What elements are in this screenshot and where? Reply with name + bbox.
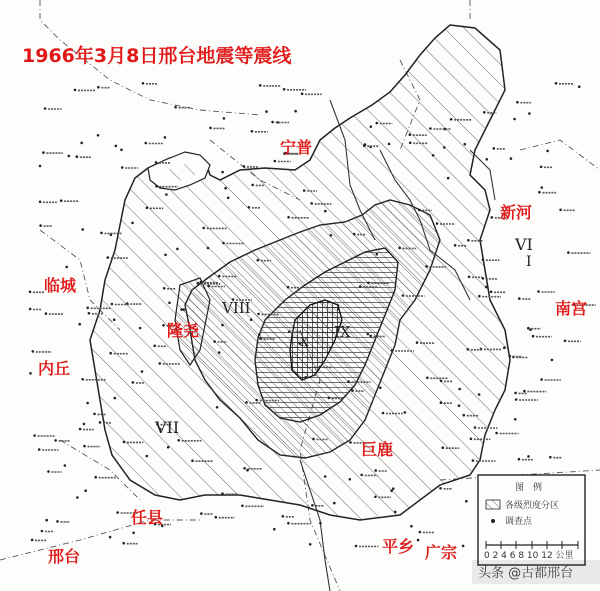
survey-point: [131, 222, 134, 225]
survey-point: [146, 207, 149, 210]
survey-point: [107, 256, 110, 259]
survey-point: [567, 251, 570, 254]
survey-point: [436, 222, 439, 225]
survey-point: [163, 287, 166, 290]
watermark: 头条 @古都邢台: [478, 566, 574, 581]
survey-point: [349, 441, 352, 444]
survey-point: [426, 377, 429, 380]
survey-point: [167, 446, 170, 449]
survey-point: [86, 307, 89, 310]
survey-point: [162, 324, 165, 327]
survey-point: [578, 85, 581, 88]
survey-point: [463, 414, 466, 417]
zone-label-vi: VI: [515, 235, 533, 254]
survey-point: [111, 303, 114, 306]
survey-point: [109, 536, 112, 539]
survey-point: [257, 259, 260, 262]
survey-point: [391, 349, 394, 352]
survey-point: [153, 345, 156, 348]
survey-point: [510, 157, 513, 160]
survey-point: [468, 276, 471, 279]
survey-point: [142, 82, 145, 85]
survey-point: [132, 381, 135, 384]
survey-point: [394, 511, 397, 514]
survey-point: [418, 209, 421, 212]
survey-point: [122, 542, 125, 545]
zone-label-vi-roman-i: I: [526, 254, 532, 270]
city-label-julu: 巨鹿: [361, 440, 394, 459]
survey-point: [146, 455, 149, 458]
survey-point: [513, 118, 516, 121]
survey-point: [450, 118, 453, 121]
survey-point: [324, 210, 327, 213]
survey-point: [93, 413, 96, 416]
survey-point: [257, 313, 260, 316]
survey-point: [330, 234, 333, 237]
survey-point: [221, 324, 224, 327]
survey-point: [442, 446, 445, 449]
survey-point: [145, 142, 148, 145]
survey-point: [311, 504, 314, 507]
survey-point: [546, 150, 549, 153]
survey-point: [83, 445, 86, 448]
survey-point: [549, 456, 552, 459]
survey-point: [113, 318, 116, 321]
survey-point: [176, 248, 179, 251]
survey-point: [41, 530, 44, 533]
survey-point: [458, 404, 461, 407]
survey-point: [409, 142, 412, 145]
survey-point: [458, 388, 461, 391]
survey-point: [100, 232, 103, 235]
legend-item-points: 调查点: [505, 517, 533, 527]
survey-point: [486, 158, 489, 161]
survey-point: [425, 265, 428, 268]
city-label-xingtai: 邢台: [48, 547, 81, 566]
survey-point: [490, 291, 493, 294]
survey-point: [81, 378, 84, 381]
survey-point: [287, 522, 290, 525]
survey-point: [132, 532, 135, 535]
survey-point: [355, 545, 358, 548]
survey-point: [478, 393, 481, 396]
survey-point: [209, 127, 212, 130]
survey-point: [532, 335, 535, 338]
survey-point: [328, 397, 331, 400]
survey-point: [515, 398, 518, 401]
survey-point: [42, 151, 45, 154]
survey-point: [29, 308, 32, 311]
survey-point: [224, 187, 227, 190]
survey-point: [139, 327, 142, 330]
survey-point: [155, 161, 158, 164]
survey-point: [56, 520, 59, 523]
survey-point: [319, 366, 322, 369]
survey-point: [440, 380, 443, 383]
survey-point: [360, 474, 363, 477]
survey-point: [282, 515, 285, 518]
survey-point: [39, 165, 42, 168]
survey-point: [213, 340, 216, 343]
survey-point: [351, 389, 354, 392]
survey-point: [518, 458, 521, 461]
survey-point: [123, 441, 126, 444]
survey-point: [94, 476, 97, 479]
survey-point: [404, 411, 407, 414]
survey-point: [439, 487, 442, 490]
survey-point: [29, 291, 32, 294]
survey-point: [174, 106, 177, 109]
legend-scale-text: 0 2 4 6 8 10 12 公里: [484, 551, 574, 561]
survey-point: [514, 392, 517, 395]
survey-point: [464, 143, 467, 146]
survey-point: [369, 335, 372, 338]
survey-point: [537, 290, 540, 293]
survey-point: [65, 266, 68, 269]
city-label-ningjin: 宁普: [280, 138, 313, 157]
survey-point: [155, 185, 158, 188]
survey-point: [324, 475, 327, 478]
survey-point: [564, 340, 567, 343]
survey-point: [491, 216, 494, 219]
survey-point: [221, 171, 224, 174]
survey-point: [523, 390, 526, 393]
survey-point: [376, 122, 379, 125]
survey-point: [202, 227, 205, 230]
survey-point: [243, 165, 246, 168]
survey-point: [97, 134, 100, 137]
survey-point: [78, 323, 81, 326]
zone-label-viii: VIII: [222, 299, 251, 317]
survey-point: [76, 155, 79, 158]
city-label-pingxiang: 平乡: [382, 537, 415, 556]
survey-point: [47, 470, 50, 473]
city-label-renxian: 任县: [131, 508, 164, 527]
survey-point: [304, 376, 307, 379]
survey-point: [312, 438, 315, 441]
survey-point: [303, 189, 306, 192]
survey-point: [429, 127, 432, 130]
survey-point: [503, 346, 506, 349]
survey-point: [288, 330, 291, 333]
survey-point: [347, 380, 350, 383]
survey-point: [83, 423, 86, 426]
survey-point: [32, 350, 35, 353]
survey-point: [216, 406, 219, 409]
survey-point: [227, 197, 230, 200]
survey-point: [197, 282, 200, 285]
survey-point: [432, 154, 435, 157]
survey-point: [374, 496, 377, 499]
survey-point: [440, 401, 443, 404]
survey-point: [80, 142, 83, 145]
survey-point: [115, 145, 118, 148]
survey-point: [287, 216, 290, 219]
survey-point: [45, 312, 48, 315]
survey-point: [38, 448, 41, 451]
survey-point: [483, 111, 486, 114]
survey-point: [467, 239, 470, 242]
survey-point: [86, 402, 89, 405]
survey-point: [120, 149, 123, 152]
survey-point: [243, 467, 246, 470]
survey-point: [165, 193, 168, 196]
survey-point: [223, 117, 226, 120]
survey-point: [273, 528, 276, 531]
survey-point: [200, 512, 203, 515]
legend-title: 图 例: [515, 483, 543, 493]
survey-point: [271, 121, 274, 124]
city-label-linxi: 临城: [44, 276, 77, 295]
survey-point: [39, 224, 42, 227]
survey-point: [259, 337, 262, 340]
survey-point: [251, 184, 254, 187]
survey-point: [168, 302, 171, 305]
survey-point: [99, 421, 102, 424]
survey-point: [79, 428, 82, 431]
survey-point: [478, 295, 481, 298]
survey-point: [376, 253, 379, 256]
survey-point: [485, 286, 488, 289]
survey-point: [60, 199, 63, 202]
city-label-xinhe: 新河: [500, 203, 533, 222]
survey-point: [274, 160, 277, 163]
legend-swatch-zones: [486, 500, 500, 509]
survey-point: [251, 130, 254, 133]
survey-point: [528, 112, 531, 115]
survey-point: [222, 242, 225, 245]
survey-point: [410, 525, 413, 528]
legend-swatch-point: [491, 519, 495, 523]
survey-point: [527, 327, 530, 330]
survey-point: [248, 206, 251, 209]
city-label-guangzong: 广宗: [425, 543, 458, 562]
survey-point: [180, 308, 183, 311]
survey-point: [416, 341, 419, 344]
survey-point: [215, 516, 218, 519]
survey-point: [359, 285, 362, 288]
survey-point: [31, 539, 34, 542]
survey-point: [259, 84, 262, 87]
survey-point: [97, 86, 100, 89]
survey-point: [294, 110, 297, 113]
survey-point: [541, 186, 544, 189]
survey-point: [540, 166, 543, 169]
survey-point: [74, 89, 77, 92]
survey-point: [379, 387, 382, 390]
survey-point: [54, 439, 57, 442]
survey-point: [443, 146, 446, 149]
survey-point: [255, 399, 258, 402]
survey-point: [29, 372, 32, 375]
survey-point: [164, 254, 167, 257]
survey-point: [121, 166, 124, 169]
survey-point: [68, 155, 71, 158]
city-label-neiqiu: 内丘: [38, 359, 71, 378]
survey-point: [382, 412, 385, 415]
survey-point: [538, 191, 541, 194]
survey-point: [245, 401, 248, 404]
survey-point: [241, 505, 244, 508]
survey-point: [207, 285, 210, 288]
survey-point: [390, 490, 393, 493]
survey-point: [353, 233, 356, 236]
survey-point: [333, 502, 336, 505]
zone-label-x: X: [300, 335, 309, 349]
legend: [478, 475, 585, 565]
city-label-longyao: 隆尧: [167, 321, 200, 340]
map-title: 1966年3月8日邢台地震等震线: [22, 45, 292, 67]
survey-point: [470, 438, 473, 441]
survey-point: [509, 355, 512, 358]
survey-point: [301, 93, 304, 96]
legend-item-zones: 各级烈度分区: [505, 501, 560, 511]
survey-point: [474, 426, 477, 429]
survey-point: [218, 351, 221, 354]
survey-point: [64, 464, 67, 467]
survey-point: [159, 362, 162, 365]
survey-point: [141, 370, 144, 373]
survey-point: [258, 333, 261, 336]
survey-point: [514, 418, 517, 421]
survey-point: [310, 202, 313, 205]
survey-point: [116, 511, 119, 514]
survey-point: [417, 539, 420, 542]
survey-point: [191, 459, 194, 462]
survey-point: [109, 352, 112, 355]
survey-point: [559, 209, 562, 212]
survey-point: [482, 258, 485, 261]
zone-label-vii: VII: [155, 418, 180, 437]
survey-point: [447, 177, 450, 180]
survey-point: [319, 522, 322, 525]
survey-point: [555, 82, 558, 85]
survey-point: [221, 492, 224, 495]
survey-point: [250, 318, 253, 321]
survey-point: [84, 489, 87, 492]
survey-point: [495, 432, 498, 435]
survey-point: [454, 244, 457, 247]
survey-point: [114, 397, 117, 400]
survey-point: [551, 359, 554, 362]
survey-point: [392, 487, 395, 490]
survey-point: [540, 378, 543, 381]
survey-point: [207, 247, 210, 250]
survey-point: [265, 110, 268, 113]
survey-point: [44, 107, 47, 110]
survey-point: [419, 531, 422, 534]
survey-point: [465, 500, 468, 503]
survey-point: [283, 88, 286, 91]
survey-point: [467, 348, 470, 351]
city-label-nangong: 南宫: [555, 299, 588, 318]
zone-label-ix: IX: [334, 323, 351, 341]
survey-point: [402, 294, 405, 297]
survey-point: [409, 133, 412, 136]
survey-point: [527, 455, 530, 458]
survey-point: [516, 101, 519, 104]
survey-point: [287, 286, 290, 289]
survey-point: [349, 478, 352, 481]
survey-point: [518, 297, 521, 300]
survey-point: [39, 201, 42, 204]
survey-point: [472, 459, 475, 462]
survey-point: [367, 282, 370, 285]
survey-point: [367, 333, 370, 336]
survey-point: [374, 469, 377, 472]
survey-point: [88, 312, 91, 315]
survey-point: [462, 545, 465, 548]
survey-point: [164, 136, 167, 139]
survey-point: [177, 439, 180, 442]
survey-point: [76, 496, 79, 499]
survey-point: [81, 228, 84, 231]
survey-point: [398, 247, 401, 250]
survey-point: [33, 434, 36, 437]
survey-point: [337, 308, 340, 311]
survey-point: [493, 147, 496, 150]
survey-point: [309, 543, 312, 546]
survey-point: [218, 275, 221, 278]
survey-point: [370, 125, 373, 128]
survey-point: [388, 143, 391, 146]
survey-point: [363, 144, 366, 147]
survey-point: [45, 519, 48, 522]
